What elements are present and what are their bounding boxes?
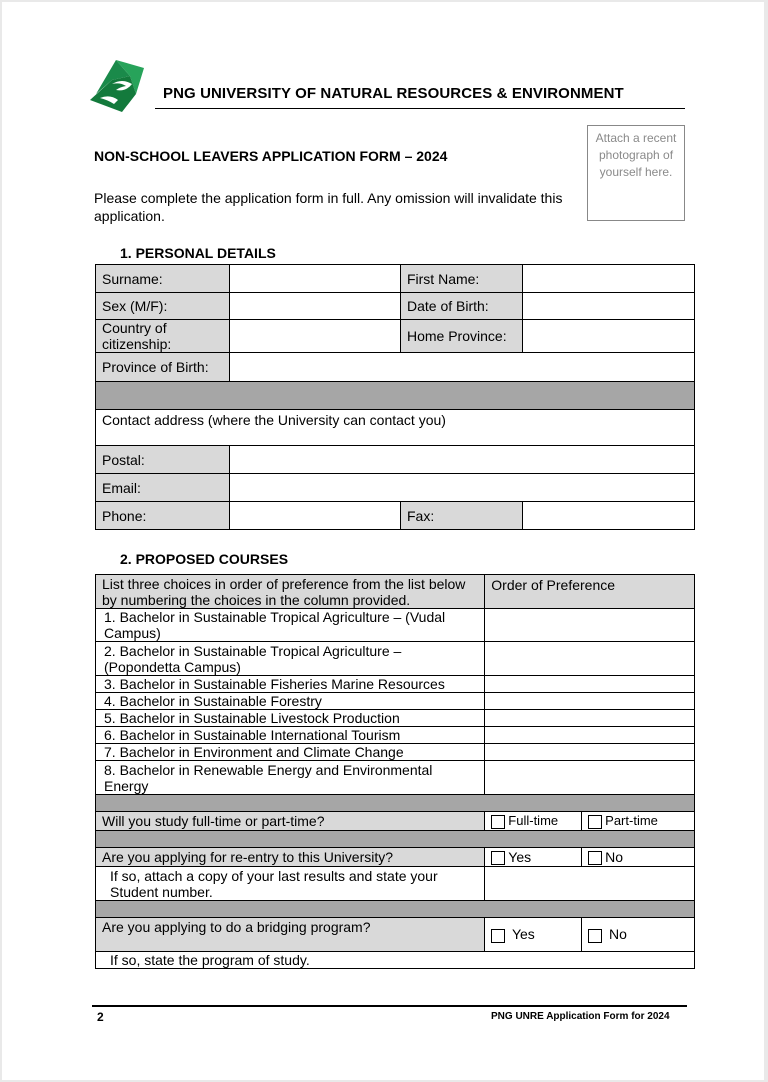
form-page [2, 2, 764, 1080]
checkbox-icon[interactable] [491, 815, 505, 829]
header-divider [155, 108, 685, 109]
order-preference-header: Order of Preference [485, 575, 695, 609]
phone-field[interactable] [229, 502, 400, 530]
part-time-option[interactable] [582, 812, 695, 831]
preference-field[interactable] [485, 710, 695, 727]
footer-divider [92, 1005, 687, 1007]
course-option: 8. Bachelor in Renewable Energy and Environmental Energy [96, 761, 485, 795]
fax-field[interactable] [522, 502, 694, 530]
email-field[interactable] [229, 474, 694, 502]
no-label: No [609, 926, 627, 943]
section-courses-heading: 2. PROPOSED COURSES [120, 551, 289, 567]
course-option: 1. Bachelor in Sustainable Tropical Agriculture – (Vudal Campus) [96, 609, 485, 642]
bridging-no-option[interactable] [582, 918, 695, 952]
preference-field[interactable] [485, 609, 695, 642]
checkbox-icon[interactable] [588, 929, 602, 943]
first-name-label: First Name: [400, 265, 522, 293]
course-option: 5. Bachelor in Sustainable Livestock Production [96, 710, 485, 727]
course-option: 3. Bachelor in Sustainable Fisheries Marine Resources [96, 676, 485, 693]
home-province-label: Home Province: [400, 320, 522, 353]
full-time-label: Full-time [508, 813, 559, 828]
separator-band [96, 795, 695, 812]
checkbox-icon[interactable] [491, 929, 505, 943]
bridging-question: Are you applying to do a bridging program? [96, 918, 485, 952]
sex-field[interactable] [229, 293, 400, 320]
course-instruction: List three choices in order of preference from the list below by numbering the choices in the column provided. [96, 575, 485, 609]
first-name-field[interactable] [522, 265, 694, 293]
course-option: 7. Bachelor in Environment and Climate Change [96, 744, 485, 761]
home-province-field[interactable] [522, 320, 694, 353]
preference-field[interactable] [485, 642, 695, 676]
university-logo-icon [86, 54, 152, 118]
preference-field[interactable] [485, 676, 695, 693]
fax-label: Fax: [400, 502, 522, 530]
reentry-question: Are you applying for re-entry to this University? [96, 848, 485, 867]
student-number-field[interactable] [485, 867, 695, 901]
bridging-yes-option[interactable] [485, 918, 582, 952]
dob-label: Date of Birth: [400, 293, 522, 320]
dob-field[interactable] [522, 293, 694, 320]
separator-band [96, 382, 695, 410]
province-birth-field[interactable] [229, 353, 694, 382]
preference-field[interactable] [485, 761, 695, 795]
form-title: NON-SCHOOL LEAVERS APPLICATION FORM – 2024 [94, 148, 448, 164]
reentry-yes-option[interactable] [485, 848, 582, 867]
section-personal-heading: 1. PERSONAL DETAILS [120, 245, 276, 261]
checkbox-icon[interactable] [588, 815, 602, 829]
province-birth-label: Province of Birth: [96, 353, 230, 382]
part-time-label: Part-time [605, 813, 658, 828]
email-label: Email: [96, 474, 230, 502]
surname-field[interactable] [229, 265, 400, 293]
surname-label: Surname: [96, 265, 230, 293]
reentry-no-option[interactable] [582, 848, 695, 867]
preference-field[interactable] [485, 727, 695, 744]
sex-label: Sex (M/F): [96, 293, 230, 320]
university-name: PNG UNIVERSITY OF NATURAL RESOURCES & ENVIRONMENT [163, 85, 624, 102]
course-option: 6. Bachelor in Sustainable International Tourism [96, 727, 485, 744]
phone-label: Phone: [96, 502, 230, 530]
separator-band [96, 831, 695, 848]
study-mode-question: Will you study full-time or part-time? [96, 812, 485, 831]
yes-label: Yes [511, 926, 535, 943]
personal-details-table [95, 264, 695, 530]
full-time-option[interactable] [485, 812, 582, 831]
course-option: 4. Bachelor in Sustainable Forestry [96, 693, 485, 710]
checkbox-icon[interactable] [491, 851, 505, 865]
bridging-note: If so, state the program of study. [96, 952, 695, 969]
proposed-courses-table [95, 574, 695, 969]
country-field[interactable] [229, 320, 400, 353]
reentry-note: If so, attach a copy of your last results and state your Student number. [96, 867, 485, 901]
photo-placeholder[interactable]: Attach a recent photograph of yourself here. [587, 125, 685, 221]
no-label: No [605, 848, 624, 865]
country-label: Country of citizenship: [96, 320, 230, 353]
yes-label: Yes [508, 848, 532, 865]
preference-field[interactable] [485, 693, 695, 710]
preference-field[interactable] [485, 744, 695, 761]
intro-text: Please complete the application form in full. Any omission will invalidate this application. [94, 190, 563, 224]
separator-band [96, 901, 695, 918]
postal-label: Postal: [96, 446, 230, 474]
course-option: 2. Bachelor in Sustainable Tropical Agriculture – (Popondetta Campus) [96, 642, 485, 676]
footer-text: PNG UNRE Application Form for 2024 [491, 1011, 670, 1022]
checkbox-icon[interactable] [588, 851, 602, 865]
contact-address-label: Contact address (where the University can contact you) [96, 410, 695, 446]
postal-field[interactable] [229, 446, 694, 474]
page-number: 2 [97, 1010, 104, 1024]
